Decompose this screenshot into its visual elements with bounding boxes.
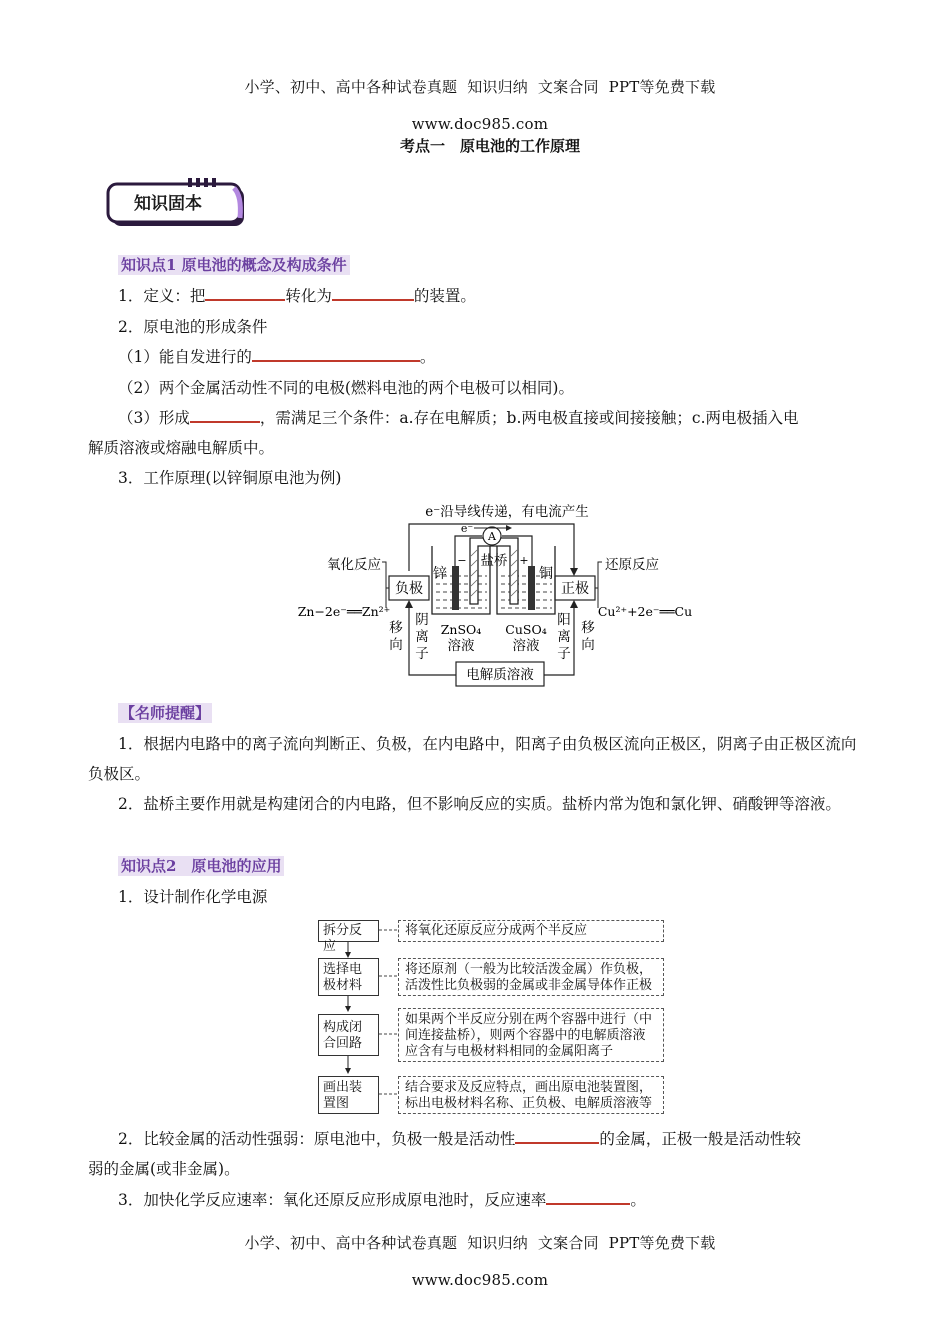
anion-move-1: 移 xyxy=(389,620,403,636)
ammeter-label: A xyxy=(488,530,496,543)
answer-blank[interactable] xyxy=(515,1128,599,1144)
copper-equation: Cu²⁺+2e⁻══Cu xyxy=(597,604,693,619)
condition-1 xyxy=(118,346,435,368)
zinc-label: 锌 xyxy=(433,566,447,582)
cation-1: 阳 xyxy=(557,612,571,628)
compare-a: 2．比较金属的活动性强弱：原电池中，负极一般是活动性 xyxy=(118,1130,516,1148)
cation-2: 离 xyxy=(557,629,571,645)
tips-label xyxy=(118,702,212,723)
step-2-box: 选择电极材料 xyxy=(318,958,379,996)
header-text: 小学、初中、高中各种试卷真题 知识归纳 文案合同 PPT等免费下载 xyxy=(244,78,716,96)
oxidation-label: 氧化反应 xyxy=(327,557,381,573)
top-caption: e⁻沿导线传递，有电流产生 xyxy=(425,504,589,520)
copper-label: 铜 xyxy=(539,566,553,582)
page-header xyxy=(0,58,950,133)
step-1-box: 拆分反应 xyxy=(318,920,379,942)
cation-move-1: 移 xyxy=(581,620,595,636)
tip-2: 2．盐桥主要作用就是构建闭合的内电路，但不影响反应的实质。盐桥内常为饱和氯化钾、硝酸钾等溶液。 xyxy=(118,795,841,813)
galvanic-cell-diagram xyxy=(292,496,712,694)
tip-1: 1．根据内电路中的离子流向判断正、负极，在内电路中，阳离子由负极区流向正极区，阴离子由正极区流向负极区。 xyxy=(88,735,857,783)
footer-text: 小学、初中、高中各种试卷真题 知识归纳 文案合同 PPT等免费下载 xyxy=(244,1234,716,1252)
condition-3-rest: ，需满足三个条件：a.存在电解质；b.两电极直接或间接接触；c.两电极插入电 xyxy=(259,409,799,427)
step-3-box: 构成闭合回路 xyxy=(318,1014,379,1056)
kp2-label-text: 知识点2 原电池的应用 xyxy=(118,856,284,876)
design-title: 1．设计制作化学电源 xyxy=(118,888,268,906)
tips-label-text: 【名师提醒】 xyxy=(120,704,211,722)
anion-2: 离 xyxy=(415,629,429,645)
rate-line xyxy=(118,1189,646,1211)
kp2-label xyxy=(118,855,284,876)
rate-b: 。 xyxy=(630,1191,646,1209)
condition-3 xyxy=(118,407,799,429)
cuso4-label: CuSO₄ xyxy=(505,622,547,637)
answer-blank[interactable] xyxy=(190,407,260,423)
condition-title: 2．原电池的形成条件 xyxy=(118,318,268,336)
copper-electrode xyxy=(528,566,535,610)
reduction-label: 还原反应 xyxy=(605,557,659,573)
zinc-equation: Zn−2e⁻══Zn²⁺ xyxy=(297,604,391,619)
answer-blank[interactable] xyxy=(205,285,285,301)
znso4-label: ZnSO₄ xyxy=(440,622,482,637)
cation-move-2: 向 xyxy=(581,637,595,653)
compare-line xyxy=(118,1128,801,1150)
condition-3-text: （3）形成 xyxy=(118,409,190,427)
header-site: www.doc985.com xyxy=(411,115,549,133)
footer-site: www.doc985.com xyxy=(411,1271,549,1289)
salt-bridge xyxy=(470,538,518,604)
zinc-electrode xyxy=(452,566,459,610)
section-badge xyxy=(106,178,246,232)
step-2-desc: 将还原剂（一般为比较活泼金属）作负极，活泼性比负极弱的金属或非金属导体作正极 xyxy=(398,958,664,996)
electrolyte-label: 电解质溶液 xyxy=(466,667,534,683)
condition-3-cont: 解质溶液或熔融电解质中。 xyxy=(88,439,275,457)
working-principle-title: 3．工作原理(以锌铜原电池为例) xyxy=(118,469,342,487)
answer-blank[interactable] xyxy=(546,1189,630,1205)
definition-a: 1．定义：把 xyxy=(118,287,206,305)
anion-3: 子 xyxy=(415,646,429,662)
step-4-box: 画出装置图 xyxy=(318,1076,379,1114)
definition-b: 转化为 xyxy=(285,287,332,305)
answer-blank[interactable] xyxy=(252,346,420,362)
anion-1: 阴 xyxy=(415,612,429,628)
cation-3: 子 xyxy=(557,646,571,662)
znso4-sol: 溶液 xyxy=(447,638,475,654)
condition-1-end: 。 xyxy=(419,348,436,366)
condition-2: （2）两个金属活动性不同的电极(燃料电池的两个电极可以相同)。 xyxy=(118,379,574,397)
definition-line xyxy=(118,285,476,307)
minus-sign: − xyxy=(457,554,467,567)
electron-label: e⁻ xyxy=(460,522,474,535)
cuso4-sol: 溶液 xyxy=(512,638,540,654)
answer-blank[interactable] xyxy=(332,285,414,301)
design-flowchart xyxy=(318,918,668,1118)
step-1-desc: 将氧化还原反应分成两个半反应 xyxy=(398,920,664,942)
anion-move-2: 向 xyxy=(389,637,403,653)
kp1-label-text: 知识点1 原电池的概念及构成条件 xyxy=(118,255,350,275)
badge-text: 知识固本 xyxy=(134,194,202,214)
step-3-desc: 如果两个半反应分别在两个容器中进行（中间连接盐桥），则两个容器中的电解质溶液应含有与电极材料相同的金属阳离子 xyxy=(398,1008,664,1062)
step-4-desc: 结合要求及反应特点，画出原电池装置图，标出电极材料名称、正负极、电解质溶液等 xyxy=(398,1076,664,1114)
plus-sign: + xyxy=(519,554,529,567)
anode-label: 负极 xyxy=(395,581,423,597)
rate-a: 3．加快化学反应速率：氧化还原反应形成原电池时，反应速率 xyxy=(118,1191,547,1209)
salt-bridge-label: 盐桥 xyxy=(480,553,508,569)
compare-b: 的金属，正极一般是活动性较 xyxy=(599,1130,801,1148)
page-footer xyxy=(0,1214,950,1289)
cathode-label: 正极 xyxy=(561,581,589,597)
compare-cont: 弱的金属(或非金属)。 xyxy=(88,1160,240,1178)
definition-c: 的装置。 xyxy=(413,287,476,305)
condition-1-text: （1）能自发进行的 xyxy=(118,348,252,366)
page-title: 考点一 原电池的工作原理 xyxy=(399,137,580,155)
kp1-label xyxy=(118,254,350,275)
